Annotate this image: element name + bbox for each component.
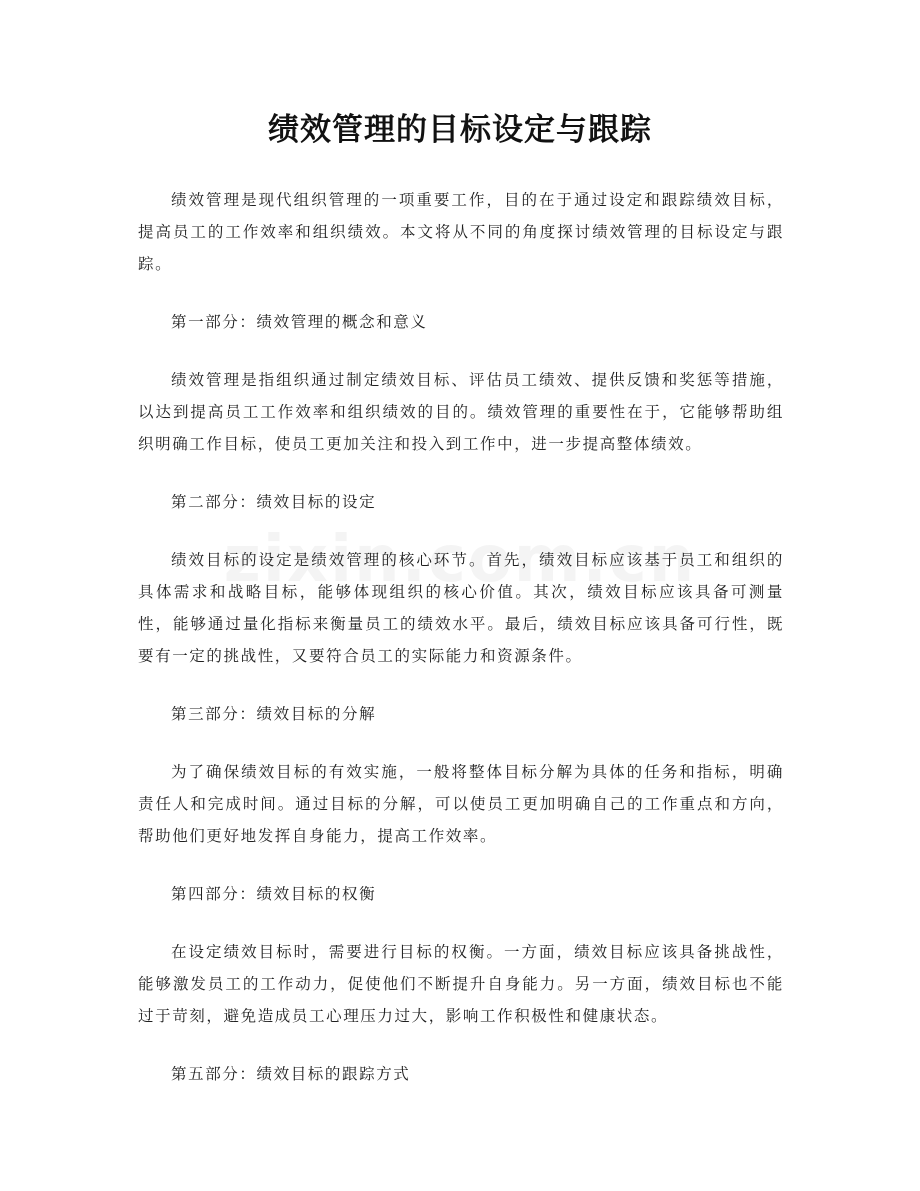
section-heading-5: 第五部分：绩效目标的跟踪方式: [171, 1065, 411, 1083]
section-paragraph-4: 在设定绩效目标时，需要进行目标的权衡。一方面，绩效目标应该具备挑战性，能够激发员工的工作动力，促使他们不断提升自身能力。另一方面，绩效目标也不能过于苛刻，避免造成员工心理压力过大，影响工作积极性和健康状态。: [138, 943, 784, 1025]
section-heading-2: 第二部分：绩效目标的设定: [171, 493, 377, 511]
intro-paragraph: 绩效管理是现代组织管理的一项重要工作，目的在于通过设定和跟踪绩效目标，提高员工的工作效率和组织绩效。本文将从不同的角度探讨绩效管理的目标设定与跟踪。: [138, 191, 784, 273]
page-title: 绩效管理的目标设定与跟踪: [268, 112, 652, 148]
section-paragraph-3: 为了确保绩效目标的有效实施，一般将整体目标分解为具体的任务和指标，明确责任人和完成时间。通过目标的分解，可以使员工更加明确自己的工作重点和方向，帮助他们更好地发挥自身能力，提高工作效率。: [138, 763, 784, 845]
section-heading-3: 第三部分：绩效目标的分解: [171, 705, 377, 723]
document-body: [138, 184, 784, 1116]
section-heading-4: 第四部分：绩效目标的权衡: [171, 885, 377, 903]
section-paragraph-1: 绩效管理是指组织通过制定绩效目标、评估员工绩效、提供反馈和奖惩等措施，以达到提高员工工作效率和组织绩效的目的。绩效管理的重要性在于，它能够帮助组织明确工作目标，使员工更加关注和投入到工作中，进一步提高整体绩效。: [138, 371, 784, 453]
section-paragraph-2: 绩效目标的设定是绩效管理的核心环节。首先，绩效目标应该基于员工和组织的具体需求和战略目标，能够体现组织的核心价值。其次，绩效目标应该具备可测量性，能够通过量化指标来衡量员工的绩效水平。最后，绩效目标应该具备可行性，既要有一定的挑战性，又要符合员工的实际能力和资源条件。: [138, 551, 784, 665]
section-heading-1: 第一部分：绩效管理的概念和意义: [171, 313, 428, 331]
